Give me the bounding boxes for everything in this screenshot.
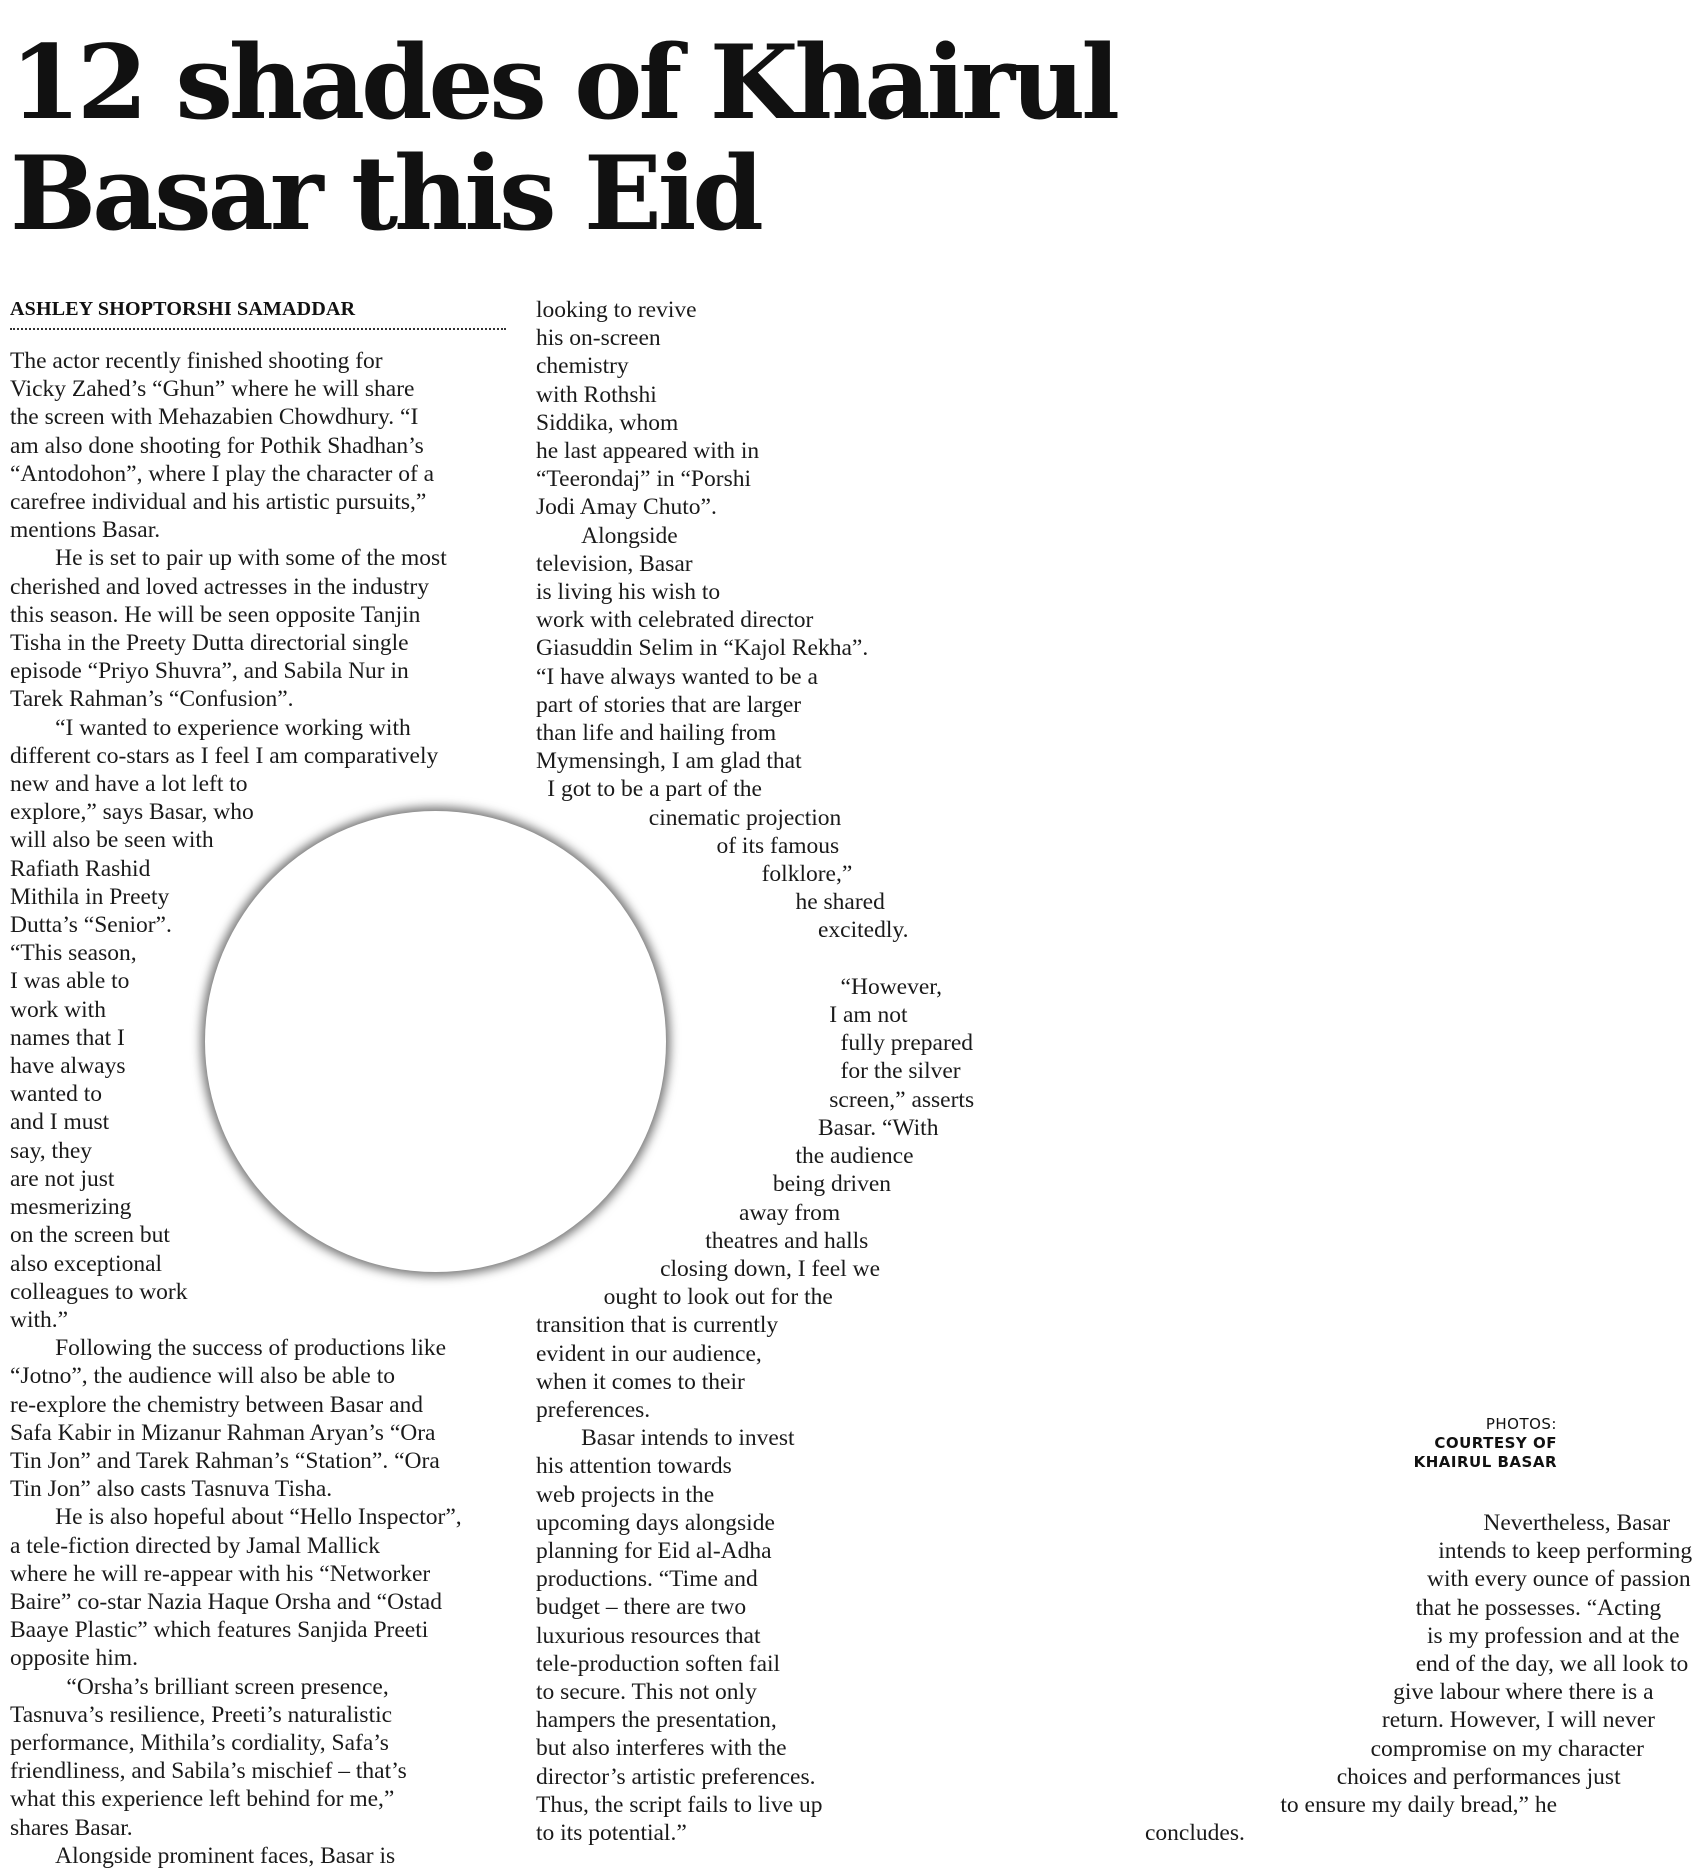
article-line: Tasnuva’s resilience, Preeti’s naturalistic [10,1701,393,1728]
article-line: this season. He will be seen opposite Tanjin [10,601,421,628]
headline-line-2: Basar this Eid [10,134,760,254]
article-line: “Teerondaj” in “Porshi [536,466,751,493]
article-line: work with [10,996,106,1023]
article-line: chemistry [536,353,629,380]
article-line: where he will re-appear with his “Networker [10,1560,431,1587]
article-line: Safa Kabir in Mizanur Rahman Aryan’s “Ora [10,1419,436,1446]
article-line: “Orsha’s brilliant screen presence, [66,1673,389,1700]
article-line: evident in our audience, [536,1340,762,1367]
article-line: a tele-fiction directed by Jamal Mallick [10,1532,380,1559]
article-line: closing down, I feel we [660,1255,881,1282]
article-line: Following the success of productions like [55,1335,447,1362]
article-line: Tin Jon” also casts Tasnuva Tisha. [10,1476,333,1503]
article-line: theatres and halls [705,1227,869,1254]
article-line: Alongside prominent faces, Basar is [55,1842,396,1869]
article-line: have always [10,1053,126,1080]
article-line: being driven [772,1171,891,1198]
article-line: Vicky Zahed’s “Ghun” where he will share [10,376,415,403]
article-line: Tin Jon” and Tarek Rahman’s “Station”. “Ora [10,1447,440,1474]
article-line: return. However, I will never [1381,1707,1655,1734]
circular-photo-frame [205,811,666,1272]
article-line: mentions Basar. [10,517,161,544]
article-line: tele-production soften fail [536,1650,781,1677]
article-line: “I have always wanted to be a [536,663,818,690]
article-line: Baaye Plastic” which features Sanjida Preeti [10,1617,429,1644]
article-line: “Antodohon”, where I play the character of a [10,460,435,487]
article-line: with.” [10,1306,69,1333]
article-line: for the silver [840,1058,961,1085]
article-line: say, they [10,1137,93,1164]
headline-line-1: 12 shades of Khairul [10,23,1116,143]
article-line: the audience [795,1143,914,1170]
photo-credit [1414,1415,1557,1472]
article-line: transition that is currently [536,1312,779,1339]
article-line: to ensure my daily bread,” he [1280,1792,1558,1819]
article-line: are not just [10,1165,115,1192]
article-line: “Jotno”, the audience will also be able to [10,1363,396,1390]
article-line: performance, Mithila’s cordiality, Safa’s [10,1729,389,1756]
article-line: Jodi Amay Chuto”. [536,494,717,521]
article-line: ought to look out for the [603,1284,833,1311]
article-line: mesmerizing [10,1194,132,1221]
article-line: what this experience left behind for me,” [10,1786,395,1813]
article-line: part of stories that are larger [536,691,802,718]
article-line: that he possesses. “Acting [1415,1594,1662,1621]
photo-credit-line-1: COURTESY OF [1434,1434,1557,1452]
article-line: The actor recently finished shooting for [10,348,383,374]
article-line: different co-stars as I feel I am comparatively [10,742,439,769]
article-line: intends to keep performing [1438,1538,1692,1565]
article-line: with every ounce of passion [1427,1566,1691,1593]
article-line: he last appeared with in [536,438,760,465]
article-line: He is also hopeful about “Hello Inspector”, [55,1504,462,1531]
article-line: Tarek Rahman’s “Confusion”. [10,686,294,713]
article-line: cinematic projection [648,804,842,831]
article-line: give labour where there is a [1393,1679,1654,1706]
article-line: colleagues to work [10,1278,188,1305]
article-line: episode “Priyo Shuvra”, and Sabila Nur in [10,658,409,685]
article-line: his on-screen [536,325,661,352]
article-line: his attention towards [536,1453,732,1480]
article-line: am also done shooting for Pothik Shadhan’s [10,432,424,459]
article-line: Thus, the script fails to live up [536,1791,823,1818]
article-line: Mithila in Preety [10,883,170,910]
article-line: budget – there are two [536,1594,747,1621]
article-line: compromise on my character [1370,1735,1644,1762]
article-line: opposite him. [10,1645,138,1672]
article-line: Basar intends to invest [581,1425,795,1452]
article-line: on the screen but [10,1222,170,1249]
article-line: productions. “Time and [536,1566,758,1593]
article-line: I am not [829,1002,908,1029]
article-line: choices and performances just [1336,1763,1621,1790]
article-line: Tisha in the Preety Dutta directorial single [10,630,409,657]
article-line: folklore,” [761,861,853,888]
article-line: but also interferes with the [536,1735,787,1762]
article-line: “However, [840,973,943,1000]
article-line: to its potential.” [536,1819,687,1846]
article-line: than life and hailing from [536,720,777,747]
article-line: web projects in the [536,1481,715,1508]
article-line: end of the day, we all look to [1415,1651,1689,1678]
article-line: cherished and loved actresses in the industry [10,573,429,600]
article-line: friendliness, and Sabila’s mischief – that’s [10,1758,407,1785]
article-line: carefree individual and his artistic pursuits,” [10,489,427,516]
article-line: Giasuddin Selim in “Kajol Rekha”. [536,635,869,662]
article-line: “This season, [10,940,137,967]
article-line: when it comes to their [536,1368,745,1395]
article-line: Mymensingh, I am glad that [536,748,802,775]
article-line: upcoming days alongside [536,1509,775,1536]
article-line: I was able to [10,968,130,995]
article-line: will also be seen with [10,827,214,854]
article-line: away from [739,1199,841,1226]
article-line: names that I [10,1024,125,1051]
article-line: with Rothshi [536,381,657,408]
article-line: Basar. “With [818,1114,939,1141]
article-line: is my profession and at the [1427,1622,1680,1649]
article-line: Siddika, whom [536,409,679,436]
article-line: Baire” co-star Nazia Haque Orsha and “Ostad [10,1588,442,1615]
article-line: looking to revive [536,297,697,323]
article-line: I got to be a part of the [547,776,762,803]
article-line: also exceptional [10,1250,163,1277]
article-line: Dutta’s “Senior”. [10,912,172,939]
article-line: shares Basar. [10,1814,133,1841]
article-line: new and have a lot left to [10,771,248,798]
article-line: preferences. [536,1396,651,1423]
article-line: he shared [795,889,885,916]
article-line: explore,” says Basar, who [10,799,254,826]
article-line: director’s artistic preferences. [536,1763,816,1790]
photo-credit-line-2: KHAIRUL BASAR [1413,1453,1557,1471]
article-line: is living his wish to [536,579,721,606]
byline: ASHLEY SHOPTORSHI SAMADDAR [10,297,506,330]
article-line: Nevertheless, Basar [1483,1510,1671,1536]
photo-credit-label: PHOTOS: [1485,1415,1557,1433]
article-line: He is set to pair up with some of the most [55,545,447,572]
article-line: screen,” asserts [829,1086,975,1113]
article-line: concludes. [1145,1820,1245,1847]
article-column-3 [1145,1509,1692,1847]
article-line: re-explore the chemistry between Basar and [10,1391,424,1418]
article-line: fully prepared [840,1030,973,1057]
article-line: wanted to [10,1081,103,1108]
article-line: and I must [10,1109,110,1136]
article-line: Alongside [581,522,678,549]
headline [10,23,1130,254]
article-line: hampers the presentation, [536,1707,777,1734]
article-line: television, Basar [536,550,693,577]
article-line: planning for Eid al-Adha [536,1537,772,1564]
article-line: Rafiath Rashid [10,855,151,882]
article-line: excitedly. [818,917,909,944]
article-line: work with celebrated director [536,607,814,634]
article-line: of its famous [716,832,840,859]
article-line: the screen with Mehazabien Chowdhury. “I [10,404,419,431]
article-line: luxurious resources that [536,1622,761,1649]
article-line: to secure. This not only [536,1678,757,1705]
article-line: “I wanted to experience working with [55,714,411,741]
